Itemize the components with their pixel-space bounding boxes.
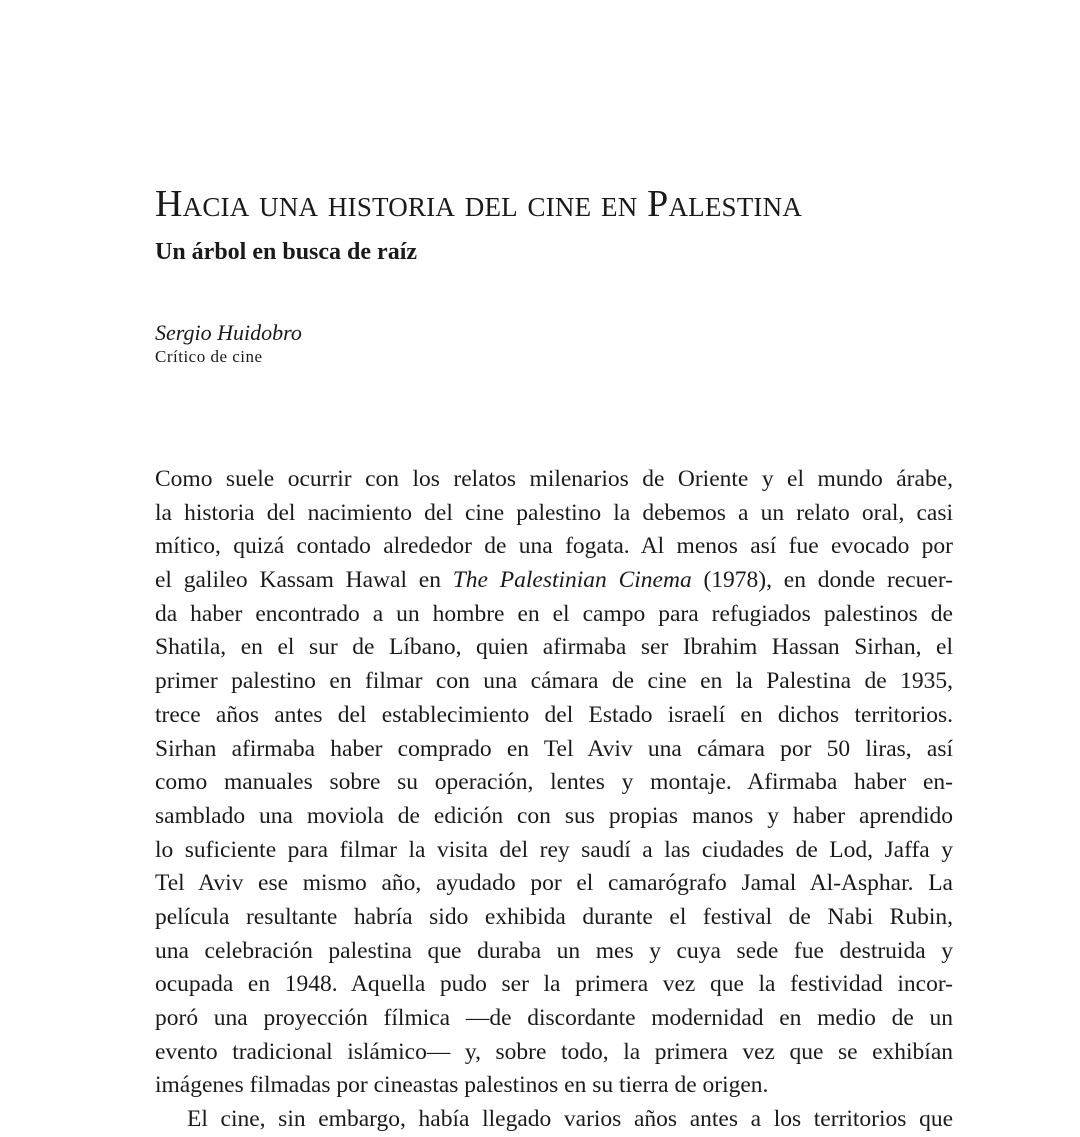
article-body — [155, 463, 953, 1137]
body-line — [155, 564, 953, 598]
body-line: lo suficiente para filmar la visita del rey saudí a las ciudades de Lod, Jaffa y — [155, 836, 953, 863]
body-line: samblado una moviola de edición con sus propias manos y haber aprendido — [155, 802, 953, 829]
body-line: mítico, quizá contado alrededor de una fogata. Al menos así fue evocado por — [155, 533, 953, 560]
author-role: Crítico de cine — [155, 347, 263, 366]
body-line: trece años antes del establecimiento del Estado israelí en dichos territorios. — [155, 701, 953, 728]
body-line: primer palestino en filmar con una cámara de cine en la Palestina de 1935, — [155, 668, 953, 695]
body-line: poró una proyección fílmica —de discordante modernidad en medio de un — [155, 1005, 953, 1031]
body-line-text: el galileo Kassam Hawal en — [155, 567, 453, 594]
body-line: la historia del nacimiento del cine palestino la debemos a un relato oral, casi — [155, 499, 953, 526]
book-title: The Palestinian Cinema — [452, 567, 692, 594]
body-line: una celebración palestina que duraba un mes y cuya sede fue destruida y — [155, 937, 953, 964]
body-line: El cine, sin embargo, había llegado varios años antes a los territorios que — [187, 1106, 953, 1133]
body-line: evento tradicional islámico— y, sobre todo, la primera vez que se exhibían — [155, 1038, 953, 1065]
article-subtitle: Un árbol en busca de raíz — [155, 239, 418, 265]
body-line: imágenes filmadas por cineastas palestinos en su tierra de origen. — [155, 1072, 769, 1099]
body-line: da haber encontrado a un hombre en el campo para refugiados palestinos de — [155, 600, 953, 627]
body-line: Como suele ocurrir con los relatos milenarios de Oriente y el mundo árabe, — [155, 466, 953, 492]
body-line-text: (1978), en donde recuer- — [691, 567, 954, 594]
body-line: Sirhan afirmaba haber comprado en Tel Aviv una cámara por 50 liras, así — [155, 735, 953, 762]
body-line: como manuales sobre su operación, lentes y montaje. Afirmaba haber en- — [155, 769, 953, 796]
body-line: película resultante habría sido exhibida durante el festival de Nabi Rubin, — [155, 903, 953, 930]
article-title: Hacia una historia del cine en Palestina — [155, 183, 803, 225]
author-name: Sergio Huidobro — [155, 320, 302, 345]
body-line: ocupada en 1948. Aquella pudo ser la primera vez que la festividad incor- — [155, 971, 953, 998]
body-line: Shatila, en el sur de Líbano, quien afirmaba ser Ibrahim Hassan Sirhan, el — [155, 634, 953, 661]
body-line: Tel Aviv ese mismo año, ayudado por el camarógrafo Jamal Al-Asphar. La — [155, 870, 953, 897]
